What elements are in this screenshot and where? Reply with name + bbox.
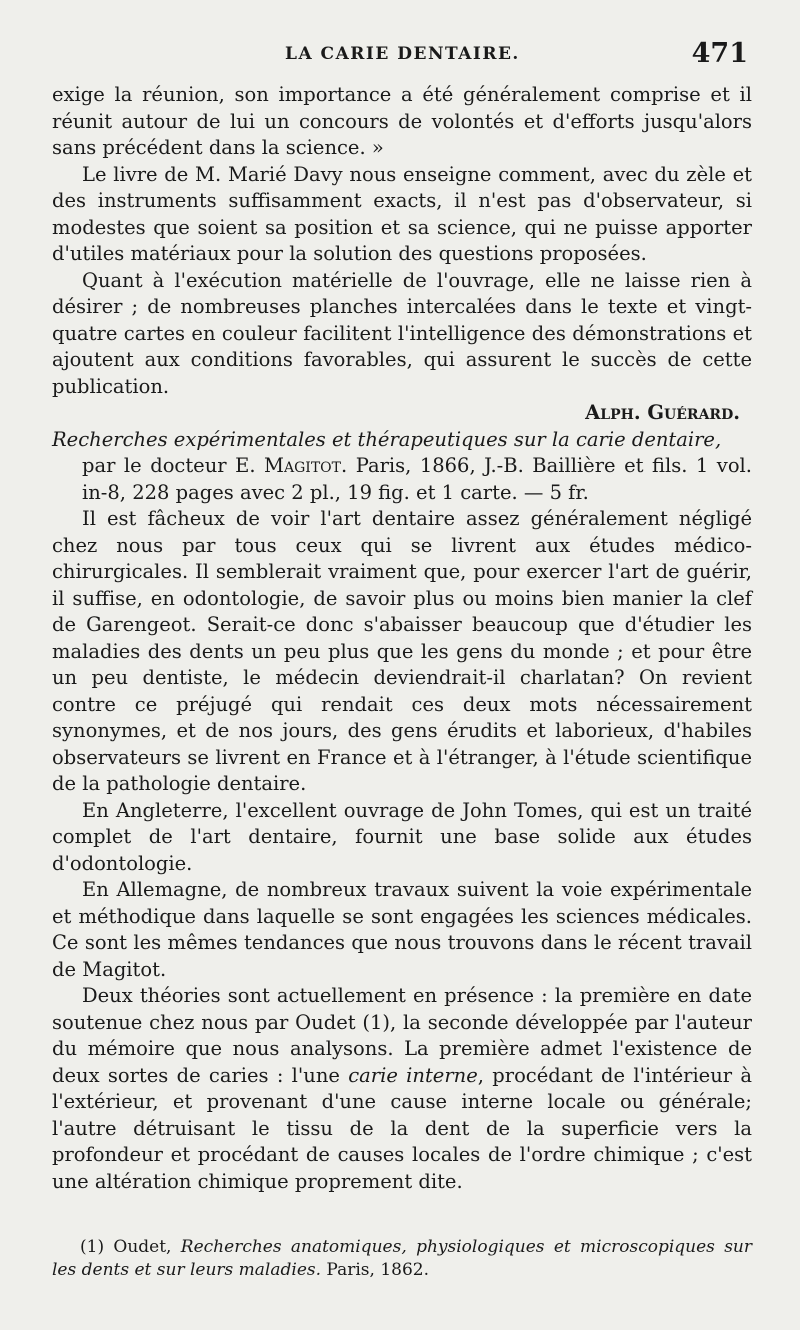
footnote-title: Recherches anatomiques, physiologiques et microscopiques sur les dents et sur leurs maladies. — [52, 1237, 752, 1280]
footnote — [52, 1236, 752, 1282]
emphasis-text: carie interne — [348, 1063, 478, 1087]
review-entry-author: Magitot — [264, 454, 341, 477]
paragraph: En Allemagne, de nombreux travaux suivent la voie expérimentale et méthodique dans laquelle se sont engagées les sciences médicales. Ce sont les mêmes tendances que nous trouvons dans le récent travail de Magitot. — [52, 878, 752, 981]
review-entry-by: par le docteur E. — [82, 454, 256, 477]
paragraph-continued: exige la réunion, son importance a été généralement comprise et il réunit autour de lui un concours de volontés et d'efforts jusqu'alors sans précédent dans la science. » — [52, 83, 752, 159]
review-entry-title: Recherches expérimentales et thérapeutiques sur la carie dentaire, — [52, 427, 722, 451]
reviewer-signature: Alph. Guérard. — [585, 401, 740, 424]
review-entry-details — [52, 453, 752, 506]
signature-line — [52, 400, 752, 427]
paragraph-text: , procédant de l'intérieur à l'extérieur, et provenant d'une cause interne locale ou générale; l'autre détruisant le tissu de la dent de la superficie vers la profondeur et procédant de causes locales de l'ordre chimique ; c'est une altération chimique proprement dite. — [52, 1063, 753, 1193]
paragraph — [52, 983, 752, 1195]
footnote-rest: Paris, 1862. — [326, 1260, 429, 1280]
page-header — [0, 38, 800, 80]
paragraph: Le livre de M. Marié Davy nous enseigne comment, avec du zèle et des instruments suffisamment exacts, il n'est pas d'observateur, si modestes que soient sa position et sa science, qui ne puisse apporter d'utiles matériaux pour la solution des questions proposées. — [52, 162, 752, 265]
paragraph: Il est fâcheux de voir l'art dentaire assez généralement négligé chez nous par tous ceux qui se livrent aux études médico-chirurgicales. Il semblerait vraiment que, pour exercer l'art de guérir, il suffise, en odontologie, de savoir plus ou moins bien manier la clef de Garengeot. Serait-ce donc s'abaisser beaucoup que d'étudier les maladies des dents un peu plus que les gens du monde ; et pour être un peu dentiste, le médecin deviendrait-il charlatan? On revient contre ce préjugé qui rendait ces deux mots nécessairement synonymes, et de nos jours, des gens érudits et laborieux, d'habiles observateurs se livrent en France et à l'étranger, à l'étude scientifique de la pathologie dentaire. — [52, 507, 752, 795]
page-number: 471 — [691, 38, 748, 69]
footnote-marker: (1) Oudet, — [80, 1237, 172, 1257]
paragraph: Quant à l'exécution matérielle de l'ouvrage, elle ne laisse rien à désirer ; de nombreuses planches intercalées dans le texte et vingt-quatre cartes en couleur facilitent l'intelligence des démonstrations et ajoutent aux conditions favorables, qui assurent le succès de cette publication. — [52, 268, 752, 398]
paragraph: En Angleterre, l'excellent ouvrage de John Tomes, qui est un traité complet de l'art dentaire, fournit une base solide aux études d'odontologie. — [52, 798, 752, 875]
body-text — [52, 82, 752, 1195]
running-head: LA CARIE DENTAIRE. — [285, 44, 520, 64]
review-entry-publication: . Paris, 1866, J.-B. Baillière et fils. 1 vol. in-8, 228 pages avec 2 pl., 19 fig. et 1 carte. — 5 fr. — [82, 454, 752, 504]
paragraph-text: Deux théories sont actuellement en présence : la première en date soutenue chez nous par Oudet (1), la seconde développée par l'auteur du mémoire que nous analysons. La première admet l'existence de deux sortes de caries : l'une — [52, 984, 752, 1087]
